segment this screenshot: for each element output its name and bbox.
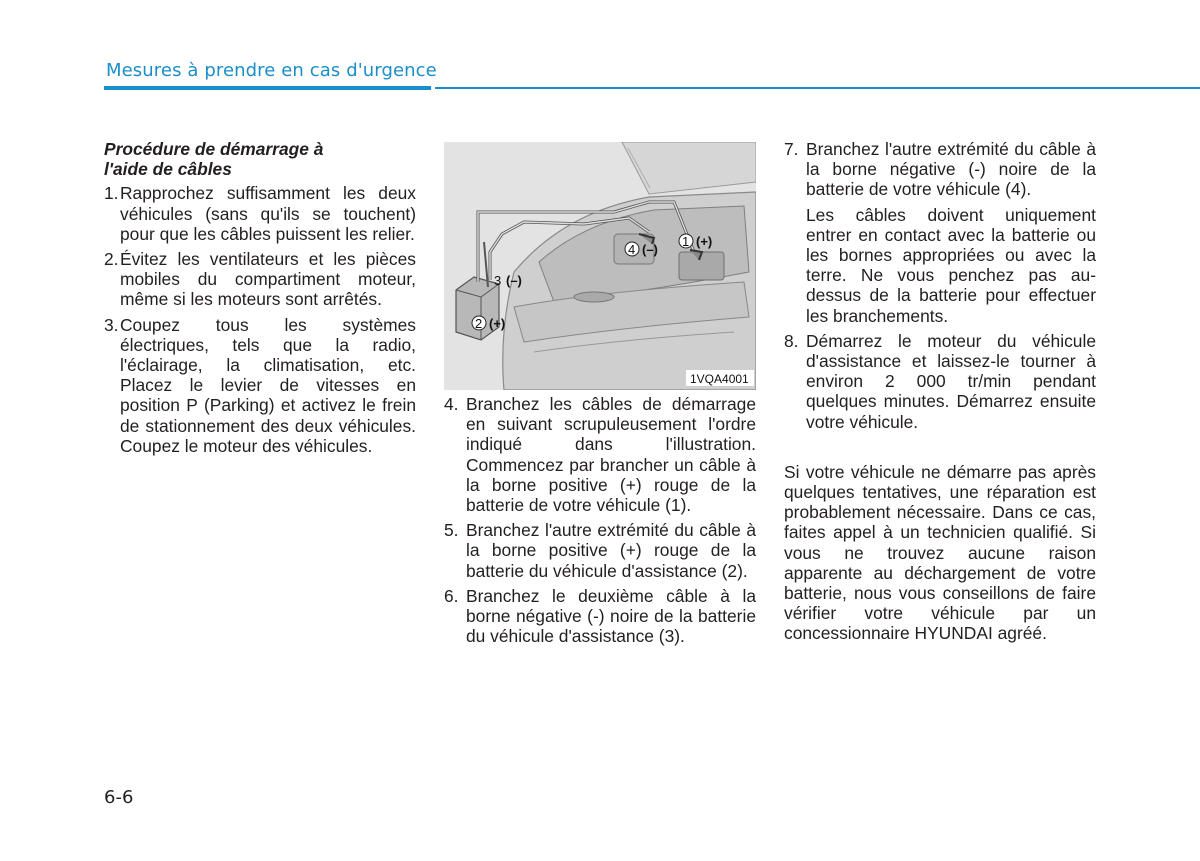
- callout-1-sign: (+): [696, 234, 713, 249]
- step-number: 4.: [444, 394, 464, 414]
- step-text: Démarrez le moteur du véhicule d'assistance et laissez-le tourner à environ 2 000 tr/min pendant quelques minutes. Démarrez ensuite votre véhicule.: [806, 330, 1096, 432]
- procedure-heading-line1: Procédure de démarrage à: [104, 139, 324, 159]
- page-number: 6-6: [104, 787, 134, 808]
- step-number: 7.: [784, 139, 804, 159]
- step-6: [444, 586, 756, 647]
- callout-4-sign: (–): [642, 242, 658, 257]
- section-title: Mesures à prendre en cas d'urgence: [106, 60, 437, 81]
- procedure-heading-line2: l'aide de câbles: [104, 159, 232, 180]
- step-text: Branchez l'autre extrémité du câble à la borne positive (+) rouge de la batterie du véhicule d'assistance (2).: [466, 520, 756, 581]
- header-rule: [435, 87, 1200, 89]
- step-4: [444, 394, 756, 515]
- step-number: 1.: [104, 183, 119, 204]
- figure-code: 1VQA4001: [690, 372, 749, 386]
- step-2: [104, 249, 416, 310]
- callout-3-number: 3: [494, 273, 502, 288]
- callout-4-number: 4: [628, 242, 636, 257]
- callout-3-sign: (–): [506, 273, 522, 288]
- step-3: [104, 315, 416, 456]
- step-number: 5.: [444, 520, 464, 541]
- step-number: 8.: [784, 330, 804, 351]
- step-text: Coupez tous les systèmes électriques, tels que la radio, l'éclairage, la climatisation, etc. Placez le levier de vitesses en position P (Parking) et activez le frein de stationnement des deux véhicules. Coupez le moteur des véhicules.: [120, 314, 416, 456]
- closing-paragraph: Si votre véhicule ne démarre pas après quelques tentatives, une réparation est probablement nécessaire. Dans ce cas, faites appel à un technicien qualifié. Si vous ne trouvez aucune raison apparente au déchargement de votre batterie, nous vous conseillons de faire vérifier votre véhicule par un concessionnaire HYUNDAI agréé.: [784, 461, 1096, 644]
- step-number: 3.: [104, 314, 119, 335]
- step-7: [784, 139, 1096, 200]
- column-3: [784, 139, 1096, 644]
- callout-2-number: 2: [475, 316, 483, 331]
- jump-start-illustration: [444, 142, 756, 390]
- step-number: 2.: [104, 249, 119, 270]
- step-text: Branchez les câbles de démarrage en suivant scrupuleusement l'ordre indiqué dans l'illustration. Commencez par brancher un câble à la borne positive (+) rouge de la batterie de votre véhicule (1).: [466, 394, 756, 516]
- procedure-heading: [104, 139, 416, 179]
- header-accent-bar: [104, 86, 431, 90]
- step-text: Branchez le deuxième câble à la borne négative (-) noire de la batterie du véhicule d'assistance (3).: [466, 585, 756, 647]
- step-text: Rapprochez suffisamment les deux véhicules (sans qu'ils se touchent) pour que les câbles puissent les relier.: [120, 183, 416, 244]
- step-text: Évitez les ventilateurs et les pièces mobiles du compartiment moteur, même si les moteurs sont arrêtés.: [120, 249, 416, 310]
- column-2: [444, 394, 756, 646]
- callout-2-sign: (+): [489, 316, 506, 331]
- step-number: 6.: [444, 585, 464, 606]
- step-7-note: Les câbles doivent uniquement entrer en contact avec la batterie ou les bornes appropriées ou avec la terre. Ne vous penchez pas au-dessus de la batterie pour effectuer les branchements.: [806, 204, 1096, 326]
- step-5: [444, 520, 756, 581]
- step-text: Branchez l'autre extrémité du câble à la borne négative (-) noire de la batterie de votre véhicule (4).: [806, 139, 1096, 200]
- step-1: [104, 183, 416, 244]
- column-1: [104, 139, 416, 456]
- step-8: [784, 331, 1096, 432]
- callout-1-number: 1: [682, 234, 690, 249]
